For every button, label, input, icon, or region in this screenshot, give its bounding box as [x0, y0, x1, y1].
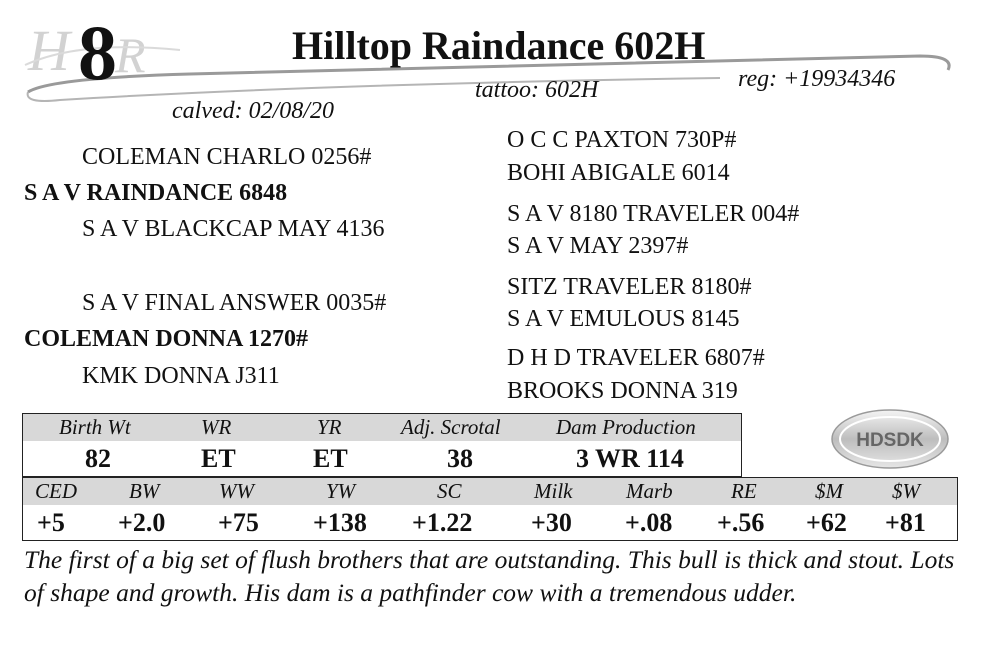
- epd-value: +1.22: [412, 508, 473, 537]
- epd-value: +.08: [625, 508, 673, 537]
- epd-header: WW: [219, 479, 254, 503]
- animal-name: Hilltop Raindance 602H: [292, 23, 706, 68]
- tattoo: tattoo: 602H: [475, 77, 599, 103]
- performance-header: Dam Production: [556, 415, 696, 439]
- epd-header: $W: [892, 479, 920, 503]
- sire-dam: S A V BLACKCAP MAY 4136: [82, 216, 385, 242]
- epd-header: $M: [815, 479, 843, 503]
- epd-header: SC: [437, 479, 462, 503]
- epd-value: +.56: [717, 508, 765, 537]
- dam: COLEMAN DONNA 1270#: [24, 326, 309, 352]
- pedigree-right-line: BROOKS DONNA 319: [507, 378, 738, 404]
- performance-header: YR: [317, 415, 342, 439]
- epd-header: Marb: [626, 479, 673, 503]
- performance-value: 3 WR 114: [576, 444, 684, 473]
- epd-value: +30: [531, 508, 572, 537]
- pedigree-right-line: S A V MAY 2397#: [507, 233, 689, 259]
- svg-text:R: R: [115, 27, 146, 83]
- epd-value: +81: [885, 508, 926, 537]
- epd-value: +2.0: [118, 508, 166, 537]
- epd-value: +138: [313, 508, 367, 537]
- pedigree-right-line: D H D TRAVELER 6807#: [507, 345, 765, 371]
- svg-text:H: H: [28, 18, 70, 83]
- svg-text:HDSDK: HDSDK: [856, 430, 924, 451]
- performance-value: ET: [313, 444, 348, 473]
- epd-value: +62: [806, 508, 847, 537]
- sire-sire: COLEMAN CHARLO 0256#: [82, 144, 372, 170]
- pedigree-right-line: BOHI ABIGALE 6014: [507, 160, 730, 186]
- epd-table: [22, 477, 958, 541]
- dam-dam: KMK DONNA J311: [82, 363, 280, 389]
- performance-value: 38: [447, 444, 473, 473]
- dam-sire: S A V FINAL ANSWER 0035#: [82, 290, 387, 316]
- lot-number: 8: [78, 9, 115, 96]
- performance-header: WR: [201, 415, 232, 439]
- performance-header: Birth Wt: [59, 415, 131, 439]
- pedigree-right-line: S A V 8180 TRAVELER 004#: [507, 201, 800, 227]
- pedigree-right-line: O C C PAXTON 730P#: [507, 127, 737, 153]
- calved-date: calved: 02/08/20: [172, 98, 334, 124]
- pedigree-right-line: SITZ TRAVELER 8180#: [507, 274, 752, 300]
- performance-table: [22, 413, 742, 477]
- epd-value: +75: [218, 508, 259, 537]
- epd-header: YW: [326, 479, 356, 503]
- epd-value: +5: [37, 508, 65, 537]
- hdsdk-logo-badge: [830, 408, 950, 470]
- pedigree-right-line: S A V EMULOUS 8145: [507, 306, 740, 332]
- performance-header: Adj. Scrotal: [401, 415, 501, 439]
- epd-header: Milk: [534, 479, 573, 503]
- sire: S A V RAINDANCE 6848: [24, 180, 288, 206]
- epd-header: RE: [731, 479, 757, 503]
- registration-number: reg: +19934346: [738, 66, 896, 92]
- description: The first of a big set of flush brothers that are outstanding. This bull is thick and stout. Lots of shape and growth. His dam is a pathfinder cow with a tremendous udder.: [24, 545, 955, 607]
- epd-header: BW: [129, 479, 160, 503]
- performance-value: 82: [85, 444, 111, 473]
- epd-header: CED: [35, 479, 77, 503]
- performance-value: ET: [201, 444, 236, 473]
